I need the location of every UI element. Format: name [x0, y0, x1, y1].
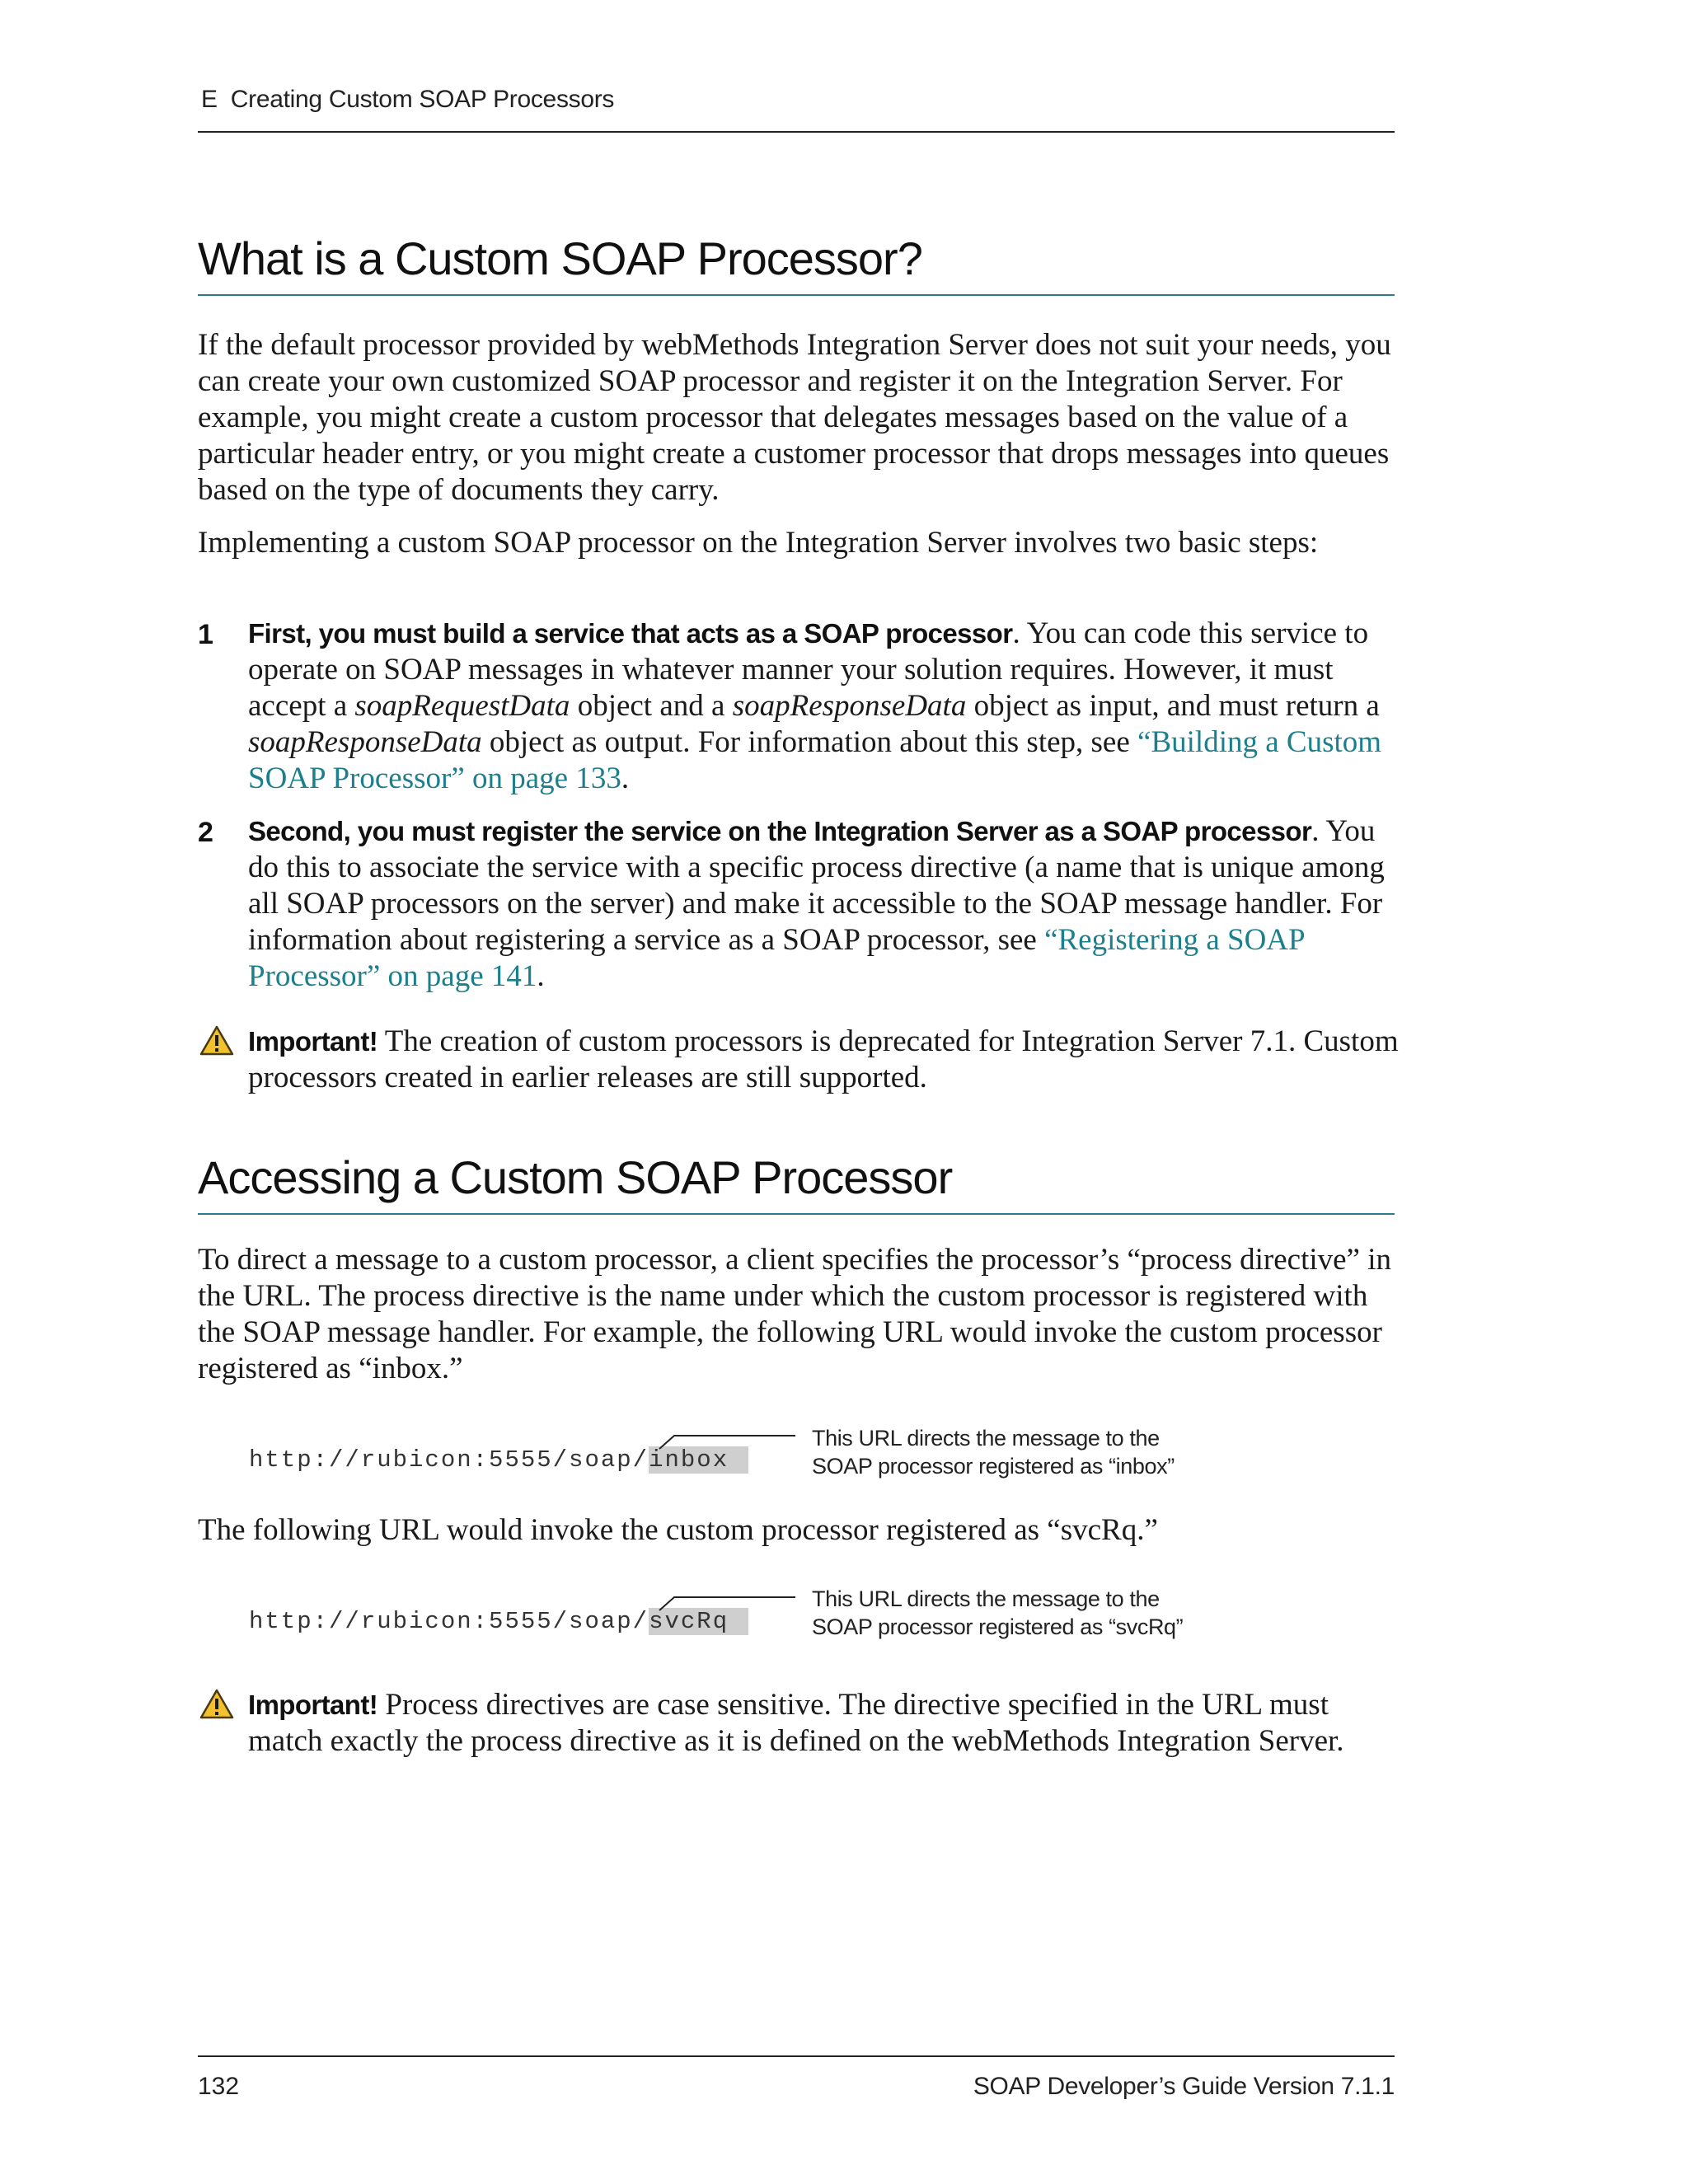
step-number: 2 — [198, 817, 213, 848]
callout-line: SOAP processor registered as “svcRq” — [812, 1615, 1184, 1639]
warning-icon — [199, 1689, 234, 1720]
chapter-letter: E — [201, 86, 218, 113]
step-text: . — [537, 959, 545, 993]
callout-inbox — [812, 1424, 1175, 1480]
note-body — [248, 1687, 1402, 1760]
footer-rule — [198, 2055, 1395, 2057]
url-base: http://rubicon:5555/soap/ — [249, 1446, 649, 1474]
accessing-paragraph: To direct a message to a custom processor, a client specifies the processor’s “process directive” in the URL. The process directive is the name under which the custom processor is registered with the SOAP message handler. For example, the following URL would invoke the custom processor registered as “inbox.” — [198, 1243, 1392, 1385]
chapter-title: Creating Custom SOAP Processors — [230, 86, 615, 113]
code-term: soapRequestData — [354, 689, 570, 723]
warning-icon — [199, 1025, 234, 1057]
note-label: Important! — [248, 1026, 378, 1057]
code-term: soapResponseData — [248, 725, 482, 759]
step-text: . You can code this service to operate on SOAP messages in whatever manner your solution requires. However, it must accept a — [248, 616, 1369, 723]
section-rule — [198, 294, 1395, 296]
step-body — [248, 616, 1402, 797]
step-lead: Second, you must register the service on the Integration Server as a SOAP processor — [248, 816, 1312, 846]
url-directive-highlight: svcRq — [649, 1608, 748, 1635]
url-directive-highlight: inbox — [649, 1446, 748, 1474]
callout-leader-line — [659, 1434, 799, 1451]
note-text: The creation of custom processors is deprecated for Integration Server 7.1. Custom processors created in earlier releases are still supported. — [248, 1024, 1399, 1094]
step-lead: First, you must build a service that acts as a SOAP processor — [248, 618, 1013, 649]
step-text: . You do this to associate the service with a specific process directive (a name that is unique among all SOAP processors on the server) and make it accessible to the SOAP message handler. For information about registering a service as a SOAP processor, see — [248, 814, 1385, 957]
page-number: 132 — [198, 2073, 240, 2100]
cross-reference-link-registering[interactable]: “Registering a SOAP Processor” on page 141 — [248, 923, 1305, 993]
step-text: object and a — [570, 689, 733, 723]
section-title-what-is: What is a Custom SOAP Processor? — [198, 232, 922, 284]
cross-reference-link-building[interactable]: “Building a Custom SOAP Processor” on page 133 — [248, 725, 1382, 795]
callout-svcrq — [812, 1585, 1183, 1641]
callout-line: SOAP processor registered as “inbox” — [812, 1454, 1175, 1479]
note-body — [248, 1024, 1402, 1096]
step-number: 1 — [198, 619, 213, 650]
note-label: Important! — [248, 1690, 378, 1720]
section-title-accessing: Accessing a Custom SOAP Processor — [198, 1151, 953, 1203]
url-base: http://rubicon:5555/soap/ — [249, 1608, 649, 1635]
note-text: Process directives are case sensitive. The directive specified in the URL must match exactly the process directive as it is defined on the webMethods Integration Server. — [248, 1688, 1344, 1758]
svcrq-paragraph: The following URL would invoke the custom processor registered as “svcRq.” — [198, 1513, 1158, 1547]
step-text: . — [621, 762, 630, 795]
guide-title: SOAP Developer’s Guide Version 7.1.1 — [973, 2073, 1395, 2100]
running-header — [201, 86, 614, 114]
callout-line: This URL directs the message to the — [812, 1426, 1160, 1451]
intro-paragraph: If the default processor provided by webMethods Integration Server does not suit your needs, you can create your own customized SOAP processor and register it on the Integration Server. For example, you might create a custom processor that delegates messages based on the value of a particular header entry, or you might create a customer processor that drops messages into queues based on the type of documents they carry. — [198, 328, 1391, 507]
header-rule — [198, 131, 1395, 133]
steps-intro-paragraph: Implementing a custom SOAP processor on the Integration Server involves two basic steps: — [198, 526, 1319, 560]
section-rule — [198, 1213, 1395, 1215]
step-text: object as input, and must return a — [966, 689, 1380, 723]
callout-line: This URL directs the message to the — [812, 1586, 1160, 1611]
callout-leader-line — [659, 1596, 799, 1612]
step-text: object as output. For information about this step, see — [481, 725, 1138, 759]
code-term: soapResponseData — [732, 689, 967, 723]
step-body — [248, 813, 1402, 995]
